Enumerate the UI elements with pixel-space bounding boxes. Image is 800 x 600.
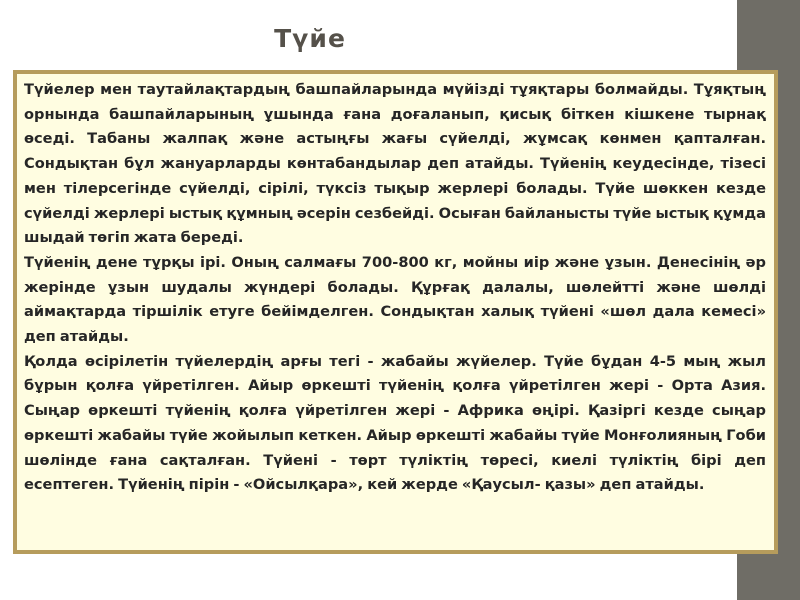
- paragraph-2: Түйенің дене тұрқы ірі. Оның салмағы 700-800 кг, мойны иір және ұзын. Денесінің әр жерінде ұзын шудалы жүндері болады. Құрғақ далалы, шөлейтті және шөлді аймақтарда тіршілік етуге бейімделген. Сондықтан халық түйені «шөл дала кемесі» деп атайды.: [24, 253, 766, 346]
- paragraph-3: Қолда өсірілетін түйелердің арғы тегі - жабайы жүйелер. Түйе бұдан 4-5 мың жыл бұрын қолға үйретілген. Айыр өркешті түйенің қолға үйретілген жері - Орта Азия. Сыңар өркешті түйенің қолға үйретілген жері - Африка өңірі. Қазіргі кезде сыңар өркешті жабайы түйе жойылып кеткен. Айыр өркешті жабайы түйе Монғолияның Гоби шөлінде ғана сақталған. Түйені - төрт түліктің төресі, киелі түліктің бірі деп есептеген. Түйенің пірін - «Ойсылқара», кей жерде «Қаусыл- қазы» деп атайды.: [24, 352, 766, 494]
- text-box: [13, 70, 778, 554]
- paragraph-1: Түйелер мен таутайлақтардың башпайларында мүйізді тұяқтары болмайды. Тұяқтың орнында башпайларының ұшында ғана доғаланып, қисық біткен кішкене тырнақ өседі. Табаны жалпақ және астыңғы жағы сүйелді, жұмсақ көнмен қапталған. Сондықтан бұл жануарларды көнтабандылар деп атайды. Түйенің кеудесінде, тізесі мен тілерсегінде сүйелді, сірілі, түксіз тықыр жерлері болады. Түйе шөккен кезде сүйелді жерлері ыстық құмның әсерін сезбейді. Осыған байланысты түйе ыстық құмда шыдай төгіп жата береді.: [24, 81, 766, 247]
- slide-title: Түйе: [274, 24, 346, 53]
